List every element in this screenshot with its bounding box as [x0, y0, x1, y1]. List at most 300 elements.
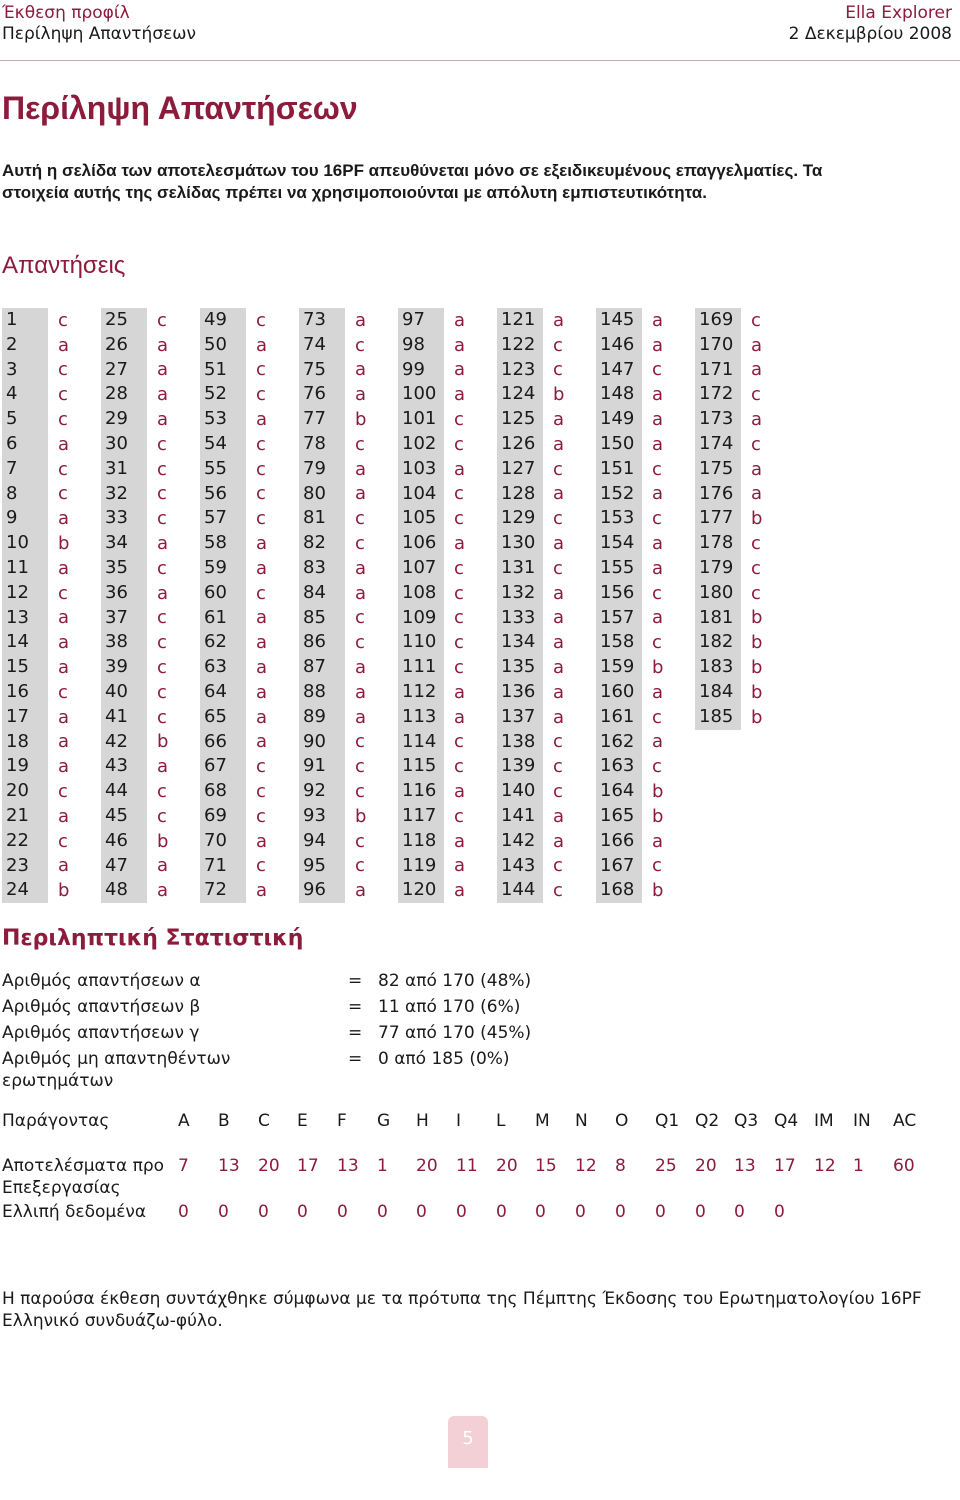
- question-number: 32: [101, 482, 147, 507]
- answer-letter: a: [751, 409, 763, 431]
- raw-score: 20: [695, 1156, 717, 1176]
- factor-name: O: [615, 1111, 629, 1131]
- answer-row: [200, 531, 286, 556]
- stat-value: 11 από 170 (6%): [378, 997, 521, 1017]
- question-number: 180: [695, 581, 741, 606]
- question-number: 25: [101, 308, 147, 333]
- answer-letter: c: [355, 533, 365, 555]
- question-number: 161: [596, 705, 642, 730]
- answer-row: [101, 804, 187, 829]
- answer-row: [2, 606, 88, 631]
- answer-row: [200, 705, 286, 730]
- answer-letter: c: [157, 632, 167, 654]
- question-number: 24: [2, 878, 48, 903]
- question-number: 77: [299, 407, 345, 432]
- missing-count: 0: [416, 1202, 427, 1222]
- answer-letter: a: [454, 359, 466, 381]
- answer-letter: c: [553, 508, 563, 530]
- answer-letter: c: [454, 607, 464, 629]
- answer-letter: b: [751, 681, 763, 703]
- answer-row: [695, 432, 781, 457]
- answer-row: [101, 358, 187, 383]
- answer-row: [398, 432, 484, 457]
- question-number: 121: [497, 308, 543, 333]
- question-number: 43: [101, 754, 147, 779]
- answer-letter: c: [256, 458, 266, 480]
- question-number: 64: [200, 680, 246, 705]
- answer-row: [398, 730, 484, 755]
- answer-row: [497, 606, 583, 631]
- answer-row: [497, 829, 583, 854]
- question-number: 76: [299, 382, 345, 407]
- missing-count: 0: [655, 1202, 666, 1222]
- question-number: 138: [497, 730, 543, 755]
- answer-row: [2, 705, 88, 730]
- answer-letter: a: [256, 731, 268, 753]
- factor-name: Q3: [734, 1111, 759, 1131]
- question-number: 128: [497, 482, 543, 507]
- answer-row: [101, 407, 187, 432]
- answer-letter: c: [652, 582, 662, 604]
- answer-letter: b: [652, 657, 664, 679]
- question-number: 78: [299, 432, 345, 457]
- answer-letter: c: [454, 632, 464, 654]
- answer-column: [2, 308, 88, 903]
- answer-letter: a: [652, 409, 664, 431]
- answer-row: [497, 482, 583, 507]
- answer-letter: c: [58, 483, 68, 505]
- answer-letter: c: [751, 533, 761, 555]
- question-number: 15: [2, 655, 48, 680]
- question-number: 56: [200, 482, 246, 507]
- answer-row: [695, 655, 781, 680]
- question-number: 3: [2, 358, 48, 383]
- question-number: 63: [200, 655, 246, 680]
- answer-letter: c: [256, 805, 266, 827]
- missing-count: 0: [496, 1202, 507, 1222]
- answer-row: [596, 606, 682, 631]
- factor-name: IN: [853, 1111, 871, 1131]
- answer-letter: c: [157, 781, 167, 803]
- answer-letter: a: [454, 880, 466, 902]
- raw-score: 7: [178, 1156, 189, 1176]
- answer-letter: c: [58, 582, 68, 604]
- question-number: 102: [398, 432, 444, 457]
- stat-equals: =: [348, 1023, 363, 1043]
- question-number: 45: [101, 804, 147, 829]
- question-number: 127: [497, 457, 543, 482]
- raw-score: 13: [734, 1156, 756, 1176]
- answer-row: [398, 556, 484, 581]
- answer-row: [200, 333, 286, 358]
- answer-letter: c: [157, 433, 167, 455]
- answer-row: [398, 878, 484, 903]
- raw-score: 20: [496, 1156, 518, 1176]
- answer-column: [200, 308, 286, 903]
- answer-row: [101, 506, 187, 531]
- answer-letter: c: [256, 433, 266, 455]
- answer-letter: a: [454, 681, 466, 703]
- answer-letter: a: [355, 557, 367, 579]
- answer-row: [596, 655, 682, 680]
- answer-letter: a: [157, 756, 169, 778]
- question-number: 165: [596, 804, 642, 829]
- answer-letter: c: [454, 483, 464, 505]
- question-number: 14: [2, 630, 48, 655]
- question-number: 65: [200, 705, 246, 730]
- answer-letter: b: [751, 632, 763, 654]
- question-number: 22: [2, 829, 48, 854]
- answer-row: [596, 581, 682, 606]
- answer-row: [200, 308, 286, 333]
- answer-row: [596, 730, 682, 755]
- answer-letter: a: [256, 607, 268, 629]
- answer-row: [398, 308, 484, 333]
- answer-row: [398, 358, 484, 383]
- raw-score: 20: [258, 1156, 280, 1176]
- answer-row: [497, 878, 583, 903]
- question-number: 13: [2, 606, 48, 631]
- stat-label: Αριθμός απαντήσεων β: [2, 997, 201, 1017]
- answer-row: [497, 804, 583, 829]
- factor-name: F: [337, 1111, 347, 1131]
- answer-row: [695, 308, 781, 333]
- question-number: 52: [200, 382, 246, 407]
- question-number: 119: [398, 854, 444, 879]
- answer-row: [596, 680, 682, 705]
- answer-row: [398, 705, 484, 730]
- answer-row: [101, 878, 187, 903]
- answer-letter: a: [256, 830, 268, 852]
- answer-row: [695, 581, 781, 606]
- answer-letter: a: [256, 681, 268, 703]
- missing-count: 0: [337, 1202, 348, 1222]
- answer-letter: c: [553, 557, 563, 579]
- factor-name: B: [218, 1111, 230, 1131]
- answer-letter: c: [58, 681, 68, 703]
- question-number: 103: [398, 457, 444, 482]
- answer-letter: c: [652, 756, 662, 778]
- answer-row: [299, 432, 385, 457]
- question-number: 55: [200, 457, 246, 482]
- question-number: 27: [101, 358, 147, 383]
- answer-letter: a: [58, 433, 70, 455]
- answer-letter: a: [355, 458, 367, 480]
- answer-row: [596, 556, 682, 581]
- question-number: 8: [2, 482, 48, 507]
- question-number: 68: [200, 779, 246, 804]
- question-number: 23: [2, 854, 48, 879]
- raw-score: 8: [615, 1156, 626, 1176]
- answer-row: [596, 358, 682, 383]
- answer-row: [101, 581, 187, 606]
- question-number: 29: [101, 407, 147, 432]
- answer-row: [299, 457, 385, 482]
- question-number: 70: [200, 829, 246, 854]
- answer-row: [200, 581, 286, 606]
- question-number: 133: [497, 606, 543, 631]
- answer-letter: b: [751, 508, 763, 530]
- factor-name: AC: [893, 1111, 917, 1131]
- question-number: 46: [101, 829, 147, 854]
- missing-count: 0: [377, 1202, 388, 1222]
- answer-row: [497, 680, 583, 705]
- answer-row: [398, 854, 484, 879]
- answer-row: [398, 333, 484, 358]
- answer-column: [101, 308, 187, 903]
- answer-letter: c: [355, 756, 365, 778]
- answer-row: [299, 705, 385, 730]
- answer-row: [497, 457, 583, 482]
- answer-column: [299, 308, 385, 903]
- answer-row: [299, 358, 385, 383]
- answer-letter: a: [553, 433, 565, 455]
- answer-row: [101, 829, 187, 854]
- stat-equals: =: [348, 997, 363, 1017]
- answer-letter: c: [256, 855, 266, 877]
- question-number: 41: [101, 705, 147, 730]
- answer-row: [2, 680, 88, 705]
- question-number: 96: [299, 878, 345, 903]
- answer-letter: c: [355, 830, 365, 852]
- question-number: 91: [299, 754, 345, 779]
- answer-letter: a: [553, 706, 565, 728]
- question-number: 125: [497, 407, 543, 432]
- answer-row: [596, 506, 682, 531]
- answer-letter: c: [256, 582, 266, 604]
- question-number: 157: [596, 606, 642, 631]
- answer-letter: c: [652, 855, 662, 877]
- question-number: 61: [200, 606, 246, 631]
- answer-row: [299, 829, 385, 854]
- answer-letter: a: [355, 359, 367, 381]
- answer-letter: a: [58, 334, 70, 356]
- answer-letter: a: [652, 483, 664, 505]
- question-number: 108: [398, 581, 444, 606]
- answer-letter: c: [157, 706, 167, 728]
- question-number: 66: [200, 730, 246, 755]
- answer-row: [497, 705, 583, 730]
- answer-letter: a: [652, 384, 664, 406]
- answer-row: [200, 358, 286, 383]
- answer-letter: c: [157, 805, 167, 827]
- question-number: 54: [200, 432, 246, 457]
- factor-name: M: [535, 1111, 550, 1131]
- answer-row: [398, 531, 484, 556]
- answer-letter: a: [157, 334, 169, 356]
- question-number: 145: [596, 308, 642, 333]
- factor-name: A: [178, 1111, 190, 1131]
- question-number: 184: [695, 680, 741, 705]
- report-date: 2 Δεκεμβρίου 2008: [788, 24, 952, 44]
- answer-letter: a: [652, 433, 664, 455]
- answer-row: [695, 705, 781, 730]
- answer-column: [497, 308, 583, 903]
- answer-row: [200, 630, 286, 655]
- raw-score: 17: [774, 1156, 796, 1176]
- answer-row: [497, 556, 583, 581]
- answer-row: [2, 333, 88, 358]
- question-number: 143: [497, 854, 543, 879]
- answer-letter: a: [58, 731, 70, 753]
- question-number: 146: [596, 333, 642, 358]
- question-number: 12: [2, 581, 48, 606]
- answer-row: [101, 655, 187, 680]
- answer-letter: c: [256, 359, 266, 381]
- answer-letter: a: [652, 557, 664, 579]
- question-number: 1: [2, 308, 48, 333]
- answer-row: [299, 308, 385, 333]
- answer-row: [101, 432, 187, 457]
- answer-letter: a: [256, 880, 268, 902]
- question-number: 59: [200, 556, 246, 581]
- answer-letter: c: [652, 359, 662, 381]
- factor-name: Q4: [774, 1111, 799, 1131]
- question-number: 51: [200, 358, 246, 383]
- answer-row: [200, 556, 286, 581]
- answer-letter: a: [256, 533, 268, 555]
- answer-row: [101, 556, 187, 581]
- question-number: 42: [101, 730, 147, 755]
- answer-row: [695, 606, 781, 631]
- answer-row: [101, 482, 187, 507]
- answer-row: [497, 382, 583, 407]
- question-number: 86: [299, 630, 345, 655]
- answer-letter: c: [553, 458, 563, 480]
- answer-letter: a: [553, 657, 565, 679]
- answer-letter: c: [157, 458, 167, 480]
- answer-letter: a: [454, 533, 466, 555]
- answer-row: [497, 432, 583, 457]
- answer-letter: a: [157, 384, 169, 406]
- answer-row: [596, 779, 682, 804]
- question-number: 94: [299, 829, 345, 854]
- answer-row: [695, 506, 781, 531]
- question-number: 4: [2, 382, 48, 407]
- answer-letter: a: [58, 805, 70, 827]
- answer-letter: c: [58, 830, 68, 852]
- answer-row: [2, 829, 88, 854]
- answer-letter: c: [751, 309, 761, 331]
- answer-letter: c: [157, 657, 167, 679]
- answer-letter: a: [553, 607, 565, 629]
- question-number: 80: [299, 482, 345, 507]
- question-number: 105: [398, 506, 444, 531]
- answer-letter: c: [58, 309, 68, 331]
- answer-row: [101, 308, 187, 333]
- answer-letter: b: [652, 781, 664, 803]
- question-number: 101: [398, 407, 444, 432]
- answer-letter: a: [157, 880, 169, 902]
- factor-name: H: [416, 1111, 429, 1131]
- answer-row: [596, 382, 682, 407]
- answer-letter: a: [256, 409, 268, 431]
- question-number: 178: [695, 531, 741, 556]
- answer-row: [101, 382, 187, 407]
- question-number: 141: [497, 804, 543, 829]
- stat-value: 77 από 170 (45%): [378, 1023, 532, 1043]
- answer-row: [497, 531, 583, 556]
- answer-row: [299, 754, 385, 779]
- answer-letter: c: [157, 309, 167, 331]
- question-number: 36: [101, 581, 147, 606]
- answer-row: [200, 854, 286, 879]
- question-number: 84: [299, 581, 345, 606]
- raw-score: 60: [893, 1156, 915, 1176]
- answer-row: [695, 407, 781, 432]
- answer-letter: a: [553, 409, 565, 431]
- answer-letter: c: [157, 483, 167, 505]
- answer-letter: a: [58, 657, 70, 679]
- answer-letter: c: [454, 805, 464, 827]
- answer-letter: a: [553, 805, 565, 827]
- answer-letter: a: [58, 508, 70, 530]
- question-number: 131: [497, 556, 543, 581]
- question-number: 31: [101, 457, 147, 482]
- answer-letter: a: [355, 706, 367, 728]
- answer-letter: c: [751, 433, 761, 455]
- answer-row: [398, 829, 484, 854]
- raw-score: 25: [655, 1156, 677, 1176]
- question-number: 122: [497, 333, 543, 358]
- report-type: Έκθεση προφίλ: [2, 3, 130, 23]
- question-number: 6: [2, 432, 48, 457]
- question-number: 5: [2, 407, 48, 432]
- question-number: 109: [398, 606, 444, 631]
- answer-row: [398, 655, 484, 680]
- answer-row: [299, 878, 385, 903]
- answer-row: [299, 655, 385, 680]
- question-number: 116: [398, 779, 444, 804]
- question-number: 168: [596, 878, 642, 903]
- answer-row: [2, 382, 88, 407]
- missing-count: 0: [695, 1202, 706, 1222]
- answer-letter: c: [256, 309, 266, 331]
- answer-row: [299, 556, 385, 581]
- question-number: 163: [596, 754, 642, 779]
- question-number: 89: [299, 705, 345, 730]
- question-number: 28: [101, 382, 147, 407]
- question-number: 95: [299, 854, 345, 879]
- missing-data-label: Ελλιπή δεδομένα: [2, 1202, 147, 1222]
- answer-row: [497, 506, 583, 531]
- question-number: 129: [497, 506, 543, 531]
- answer-letter: a: [256, 557, 268, 579]
- answer-letter: a: [256, 632, 268, 654]
- answer-letter: b: [157, 731, 169, 753]
- question-number: 124: [497, 382, 543, 407]
- answer-letter: c: [355, 508, 365, 530]
- answer-row: [398, 407, 484, 432]
- question-number: 155: [596, 556, 642, 581]
- answer-letter: a: [454, 855, 466, 877]
- question-number: 74: [299, 333, 345, 358]
- answer-letter: a: [256, 706, 268, 728]
- answer-row: [497, 581, 583, 606]
- answer-row: [695, 680, 781, 705]
- answer-letter: a: [454, 781, 466, 803]
- answer-letter: a: [157, 409, 169, 431]
- answer-letter: a: [652, 731, 664, 753]
- question-number: 21: [2, 804, 48, 829]
- question-number: 142: [497, 829, 543, 854]
- answer-column: [596, 308, 682, 903]
- question-number: 69: [200, 804, 246, 829]
- answer-row: [398, 382, 484, 407]
- question-number: 7: [2, 457, 48, 482]
- answer-letter: a: [751, 483, 763, 505]
- answer-row: [200, 382, 286, 407]
